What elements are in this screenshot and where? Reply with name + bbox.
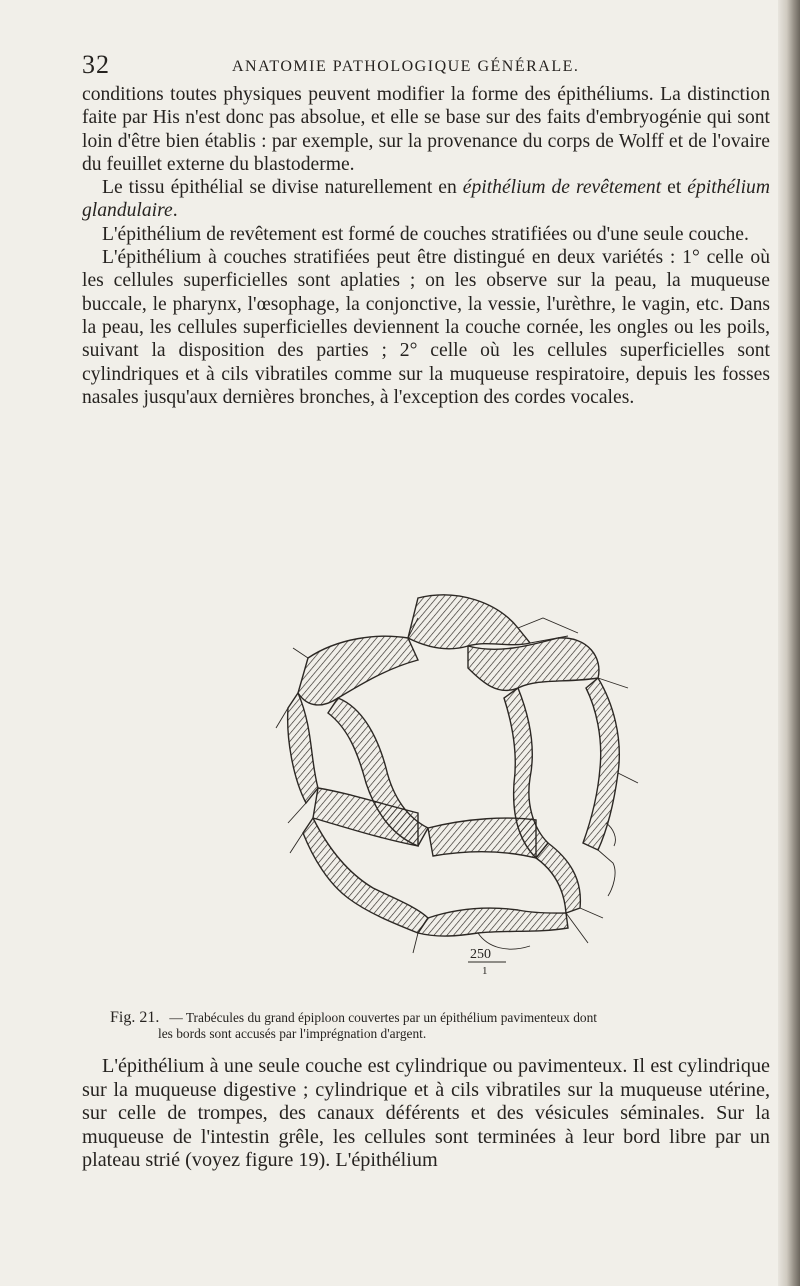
caption-line-1: — Trabécules du grand épiploon couvertes par un épithélium pavimenteux dont (169, 1010, 598, 1025)
term-epithelium-revetement: épithélium de revêtement (462, 177, 662, 199)
trabecula-network (288, 595, 620, 936)
paragraph-2-conj: et (661, 177, 688, 199)
body-text-top (82, 83, 770, 409)
paragraph-2-text: Le tissu épithélial se divise naturellement en (102, 177, 463, 199)
paragraph-1: conditions toutes physiques peuvent modifier la forme des épithéliums. La distinction faite par His n'est donc pas absolue, et elle se base sur des faits d'embryogénie qui sont loin d'être bien établis : par exemple, sur la provenance du corps de Wolff et de l'ovaire du feuillet externe du blastoderme. (82, 84, 770, 175)
term-epithelium-glandulaire: épithélium glandulaire (82, 177, 771, 222)
caption-line-2: les bords sont accusés par l'imprégnation d'argent. (158, 1026, 427, 1041)
running-head: ANATOMIE PATHOLOGIQUE GÉNÉRALE. (232, 58, 580, 75)
figure-21-illustration (268, 588, 658, 977)
scale-denominator: 1 (482, 965, 488, 977)
page-header (82, 50, 772, 80)
figure-caption (110, 1010, 800, 1042)
page-number: 32 (82, 50, 110, 79)
page-edge-shadow (778, 0, 800, 1286)
paragraph-2 (82, 176, 770, 223)
paragraph-3: L'épithélium de revêtement est formé de couches stratifiées ou d'une seule couche. (102, 223, 749, 245)
scale-numerator: 250 (470, 947, 491, 962)
figure-label: Fig. 21. (110, 1009, 160, 1026)
body-text-bottom (82, 1055, 770, 1173)
paragraph-2-end: . (172, 200, 178, 222)
paragraph-4: L'épithélium à couches stratifiées peut être distingué en deux variétés : 1° celle où les cellules superficielles sont aplaties ; on les observe sur la peau, la muqueuse buccale, le pharynx, l'œsophage, la conjonctive, la vessie, l'urèthre, le vagin, etc. Dans la peau, les cellules superficielles deviennent la couche cornée, les ongles ou les poils, suivant la disposition des parties ; 2° celle où les cellules superficielles sont cylindriques et à cils vibratiles comme sur la muqueuse respiratoire, depuis les fosses nasales jusqu'aux dernières bronches, à l'exception des cordes vocales. (82, 247, 770, 408)
paragraph-5: L'épithélium à une seule couche est cylindrique ou pavimenteux. Il est cylindrique sur la muqueuse digestive ; cylindrique et à cils vibratiles sur la muqueuse utérine, sur celle de trompes, des canaux déférents et des vésicules séminales. Sur la muqueuse de l'intestin grêle, les cellules sont terminées à leur bord libre par un plateau strié (voyez figure 19). L'épithélium (82, 1055, 770, 1172)
